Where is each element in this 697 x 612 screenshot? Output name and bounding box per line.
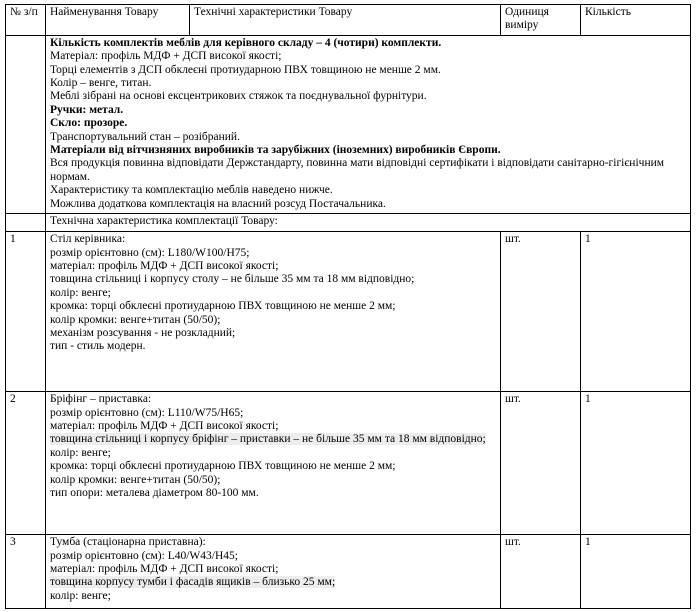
spec-line — [50, 563, 496, 576]
item-row — [6, 232, 691, 392]
spec-line-text: Можлива додаткова комплектація на власний розсуд Постачальника. — [50, 197, 386, 210]
item-description-cell — [46, 392, 501, 535]
spec-line — [50, 407, 496, 420]
spec-line — [50, 90, 686, 103]
spec-line-text: тип опори: металева діаметром 80-100 мм. — [50, 486, 259, 499]
spec-line — [50, 487, 496, 500]
spec-line — [50, 447, 496, 460]
spec-line-text: розмір орієнтовно (см): L180/W100/H75; — [50, 246, 250, 259]
quantity-cell: 1 — [581, 535, 691, 609]
spec-line — [50, 273, 496, 286]
spec-line-text: Кількість комплектів меблів для керівного складу – 4 (чотири) комплекти. — [50, 36, 442, 49]
spec-line-text: колір: венге; — [50, 589, 111, 602]
spec-line — [50, 340, 496, 353]
item-number-cell: 1 — [6, 232, 46, 392]
spec-line — [50, 37, 686, 50]
spec-line — [50, 460, 496, 473]
spec-line — [50, 131, 686, 144]
spec-line — [50, 314, 496, 327]
table-body — [6, 35, 691, 608]
spec-line — [50, 117, 686, 130]
spec-line — [50, 433, 496, 446]
spec-line — [50, 184, 686, 197]
spec-line — [50, 260, 496, 273]
item-description-cell — [46, 232, 501, 392]
spec-line-text: матеріал: профіль МДФ + ДСП високої якості; — [50, 419, 279, 432]
spec-line-text: товщина стільниці і корпусу столу – не більше 35 мм та 18 мм відповідно; — [50, 273, 415, 286]
spec-line-text: механізм розсування - не розкладний; — [50, 326, 236, 339]
spec-line — [50, 104, 686, 117]
header-row — [6, 5, 691, 36]
spec-line — [50, 247, 496, 260]
quantity-cell: 1 — [581, 392, 691, 535]
quantity-cell: 1 — [581, 232, 691, 392]
item-row — [6, 392, 691, 535]
spec-line-text: кромка: торці обклеєні протиударною ПВХ товщиною не менше 2 мм; — [50, 460, 396, 473]
spec-line-text: Транспортувальний стан – розібраний. — [50, 130, 240, 143]
spec-line — [50, 474, 496, 487]
unit-cell: шт. — [501, 392, 581, 535]
spec-line-text: Бріфінг – приставка: — [50, 393, 152, 406]
spec-line-text: Торці елементів з ДСП обклеєні протиударною ПВХ товщиною не менше 2 мм. — [50, 63, 441, 76]
spec-line-text: матеріал: профіль МДФ + ДСП високої якості; — [50, 259, 279, 272]
unit-cell: шт. — [501, 535, 581, 609]
item-number-cell: 3 — [6, 535, 46, 609]
spec-line-text: Тумба (стаціонарна приставна): — [50, 536, 206, 549]
specification-table — [5, 4, 691, 609]
spec-line-text: матеріал: профіль МДФ + ДСП високої якості; — [50, 562, 279, 575]
spec-line-text: Колір – венге, титан. — [50, 77, 152, 90]
spec-line-text: Характеристику та комплектацію меблів наведено нижче. — [50, 184, 333, 197]
col-header-name: Найменування Товару — [46, 5, 190, 36]
spec-line — [50, 50, 686, 63]
spec-line — [50, 77, 686, 90]
spec-line-text: Ручки: метал. — [50, 103, 124, 116]
spec-line — [50, 233, 496, 246]
section-row — [6, 214, 691, 232]
spec-line — [50, 576, 496, 589]
spec-line-text: кромка: торці обклеєні протиударною ПВХ товщиною не менше 2 мм; — [50, 300, 396, 313]
col-header-number: № з/п — [6, 5, 46, 36]
spec-line — [50, 327, 496, 340]
spec-line-text: колір: венге; — [50, 286, 111, 299]
spec-line — [50, 420, 496, 433]
col-header-unit: Одиниця виміру — [501, 5, 581, 36]
spec-line-text: Меблі зібрані на основі ексцентрикових стяжок та поєднувальної фурнітури. — [50, 90, 427, 103]
spec-line — [50, 590, 496, 603]
intro-description-cell — [46, 35, 691, 213]
item-number-cell: 2 — [6, 392, 46, 535]
spec-line — [50, 393, 496, 406]
spec-line — [50, 550, 496, 563]
section-number-cell — [6, 214, 46, 232]
spec-line-text: Стіл керівника: — [50, 233, 126, 246]
spec-line-text: Матеріал: профіль МДФ + ДСП високої якості; — [50, 50, 282, 63]
col-header-specs: Технічні характеристики Товару — [190, 5, 501, 36]
col-header-qty: Кількість — [581, 5, 691, 36]
spec-line-text: товщина корпусу тумби і фасадів ящиків – близько 25 мм; — [50, 576, 336, 589]
spec-line — [50, 157, 686, 184]
section-title: Технічна характеристика комплектації Товару: — [50, 215, 278, 228]
spec-line — [50, 536, 496, 549]
spec-line-text: Матеріали від вітчизняних виробників та зарубіжних (іноземних) виробників Європи. — [50, 144, 501, 157]
table-header — [6, 5, 691, 36]
intro-row — [6, 35, 691, 213]
spec-line-text: колір кромки: венге+титан (50/50); — [50, 473, 221, 486]
spec-line — [50, 300, 496, 313]
spec-line — [50, 198, 686, 211]
section-title-cell — [46, 214, 691, 232]
item-description-cell — [46, 535, 501, 609]
spec-line-text: Вся продукція повинна відповідати Держстандарту, повинна мати відповідні сертифікати і відповідати санітарно-гігієнічним нормам. — [50, 157, 665, 183]
unit-cell: шт. — [501, 232, 581, 392]
intro-number-cell — [6, 35, 46, 213]
spec-line-text: Скло: прозоре. — [50, 117, 128, 130]
spec-line — [50, 64, 686, 77]
item-row — [6, 535, 691, 609]
spec-line-text: колір: венге; — [50, 446, 111, 459]
spec-line-text: розмір орієнтовно (см): L110/W75/H65; — [50, 406, 244, 419]
spec-line — [50, 287, 496, 300]
spec-line-text: товщина стільниці і корпусу бріфінг – приставки – не більше 35 мм та 18 мм відповідно; — [50, 433, 486, 446]
spec-line-text: розмір орієнтовно (см): L40/W43/H45; — [50, 549, 238, 562]
spec-line-text: тип - стиль модерн. — [50, 340, 146, 353]
spec-line — [50, 144, 686, 157]
spec-line-text: колір кромки: венге+титан (50/50); — [50, 313, 221, 326]
document-page — [5, 4, 693, 609]
